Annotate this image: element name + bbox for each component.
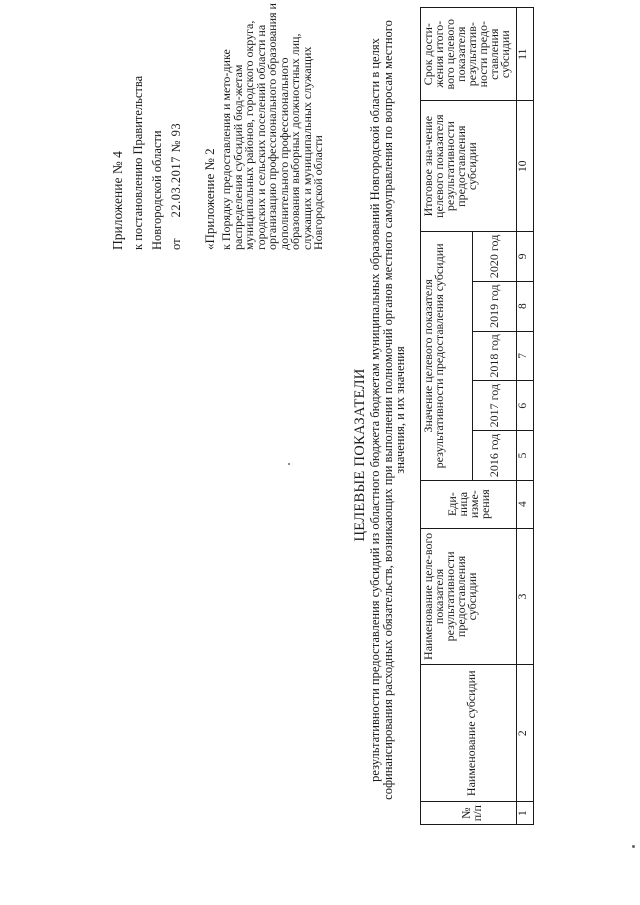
appendix-line-1: к постановлению Правительства: [131, 75, 145, 250]
column-number: 3: [517, 528, 534, 665]
header-indicator-values: Значение целевого показателя результативности предоставления субсидии: [421, 232, 473, 481]
header-year-2017: 2017 год: [473, 381, 517, 431]
quoted-appendix-title: «Приложение № 2: [202, 148, 217, 250]
header-deadline: Срок дости-жения итого-вого целевого показателя результатив-ности предо-ставления субсидии: [421, 8, 517, 101]
header-indicator-name: Наименование целе-вого показателя результативности предоставления субсидии: [421, 528, 517, 665]
column-numbers-row: [517, 8, 534, 825]
column-number: 6: [517, 381, 534, 431]
column-number: 9: [517, 232, 534, 282]
scan-speck: [632, 845, 635, 848]
appendix-title: Приложение № 4: [110, 151, 125, 250]
column-number: 11: [517, 8, 534, 101]
document-subheading: результативности предоставления субсидий из областного бюджета бюджетам муниципальных образований Новгородской области в целях софинансирования расходных обязательств, возникающих при выполнении полномочий органов местного самоуправления по вопросам местного значения, и их значения: [368, 20, 407, 800]
column-number: 5: [517, 431, 534, 481]
column-number: 4: [517, 480, 534, 528]
appendix-header: [108, 76, 186, 250]
header-year-2019: 2019 год: [473, 281, 517, 331]
header-year-2016: 2016 год: [473, 431, 517, 481]
column-number: 10: [517, 101, 534, 232]
header-number: № п/п: [421, 802, 517, 825]
column-number: 1: [517, 802, 534, 825]
appendix-line-2: Новгородской области: [150, 130, 164, 250]
target-indicators-table: [420, 7, 534, 825]
appendix-date-number: 22.03.2017 № 93: [169, 122, 183, 218]
header-subsidy-name: Наименование субсидии: [421, 665, 517, 802]
appendix-from-label: от: [169, 238, 183, 250]
header-year-2018: 2018 год: [473, 331, 517, 381]
document-heading: ЦЕЛЕВЫЕ ПОКАЗАТЕЛИ: [352, 368, 368, 542]
header-year-2020: 2020 год: [473, 232, 517, 282]
scan-speck: [288, 463, 290, 465]
header-unit: Еди-ница изме-рения: [421, 480, 517, 528]
quoted-appendix: [202, 2, 325, 250]
quoted-appendix-body: к Порядку предоставления и мето-дике распределения субсидий бюд-жетам муниципальных районов, городского округа, городских и сельских поселений области на организацию профессионального образования и дополнительного профессионального образования выборных должностных лиц, служащих и муниципальных служащих Новгородской области: [219, 3, 325, 250]
column-number: 2: [517, 665, 534, 802]
column-number: 7: [517, 331, 534, 381]
column-number: 8: [517, 281, 534, 331]
header-final-value: Итоговое зна-чение целевого показателя результативности предоставления субсидии: [421, 101, 517, 232]
